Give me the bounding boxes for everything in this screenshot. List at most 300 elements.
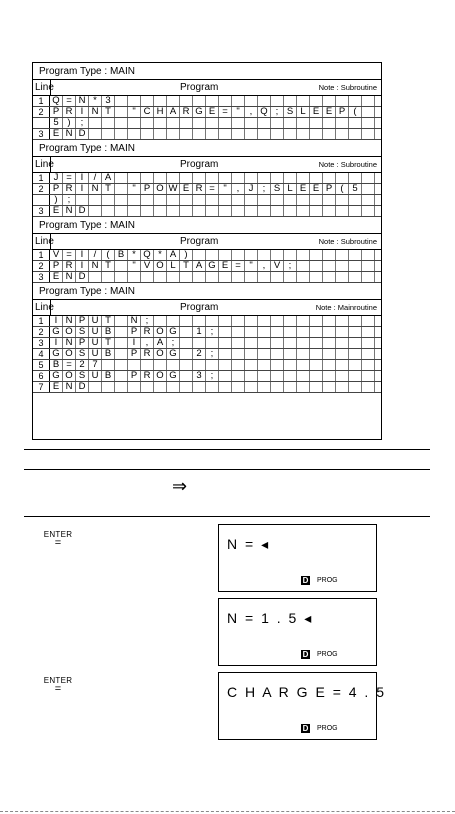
program-char-cell bbox=[115, 129, 128, 139]
program-char-cell: E bbox=[180, 184, 193, 194]
program-char-cell bbox=[102, 272, 115, 282]
program-char-cell bbox=[323, 96, 336, 106]
program-char-cell: ; bbox=[206, 371, 219, 381]
program-char-cell bbox=[258, 371, 271, 381]
program-char-cell: G bbox=[167, 371, 180, 381]
program-char-cell bbox=[349, 250, 362, 260]
program-char-cell: U bbox=[89, 327, 102, 337]
program-char-cell bbox=[297, 250, 310, 260]
program-char-cell bbox=[284, 349, 297, 359]
program-char-cell bbox=[206, 129, 219, 139]
program-char-cell: S bbox=[76, 371, 89, 381]
program-char-cell bbox=[284, 382, 297, 392]
program-char-cell bbox=[297, 261, 310, 271]
program-char-cell bbox=[271, 129, 284, 139]
program-char-cell: S bbox=[76, 349, 89, 359]
program-char-cell bbox=[180, 316, 193, 326]
program-char-cell bbox=[193, 96, 206, 106]
program-char-cell bbox=[362, 96, 375, 106]
program-char-cell bbox=[193, 195, 206, 205]
program-char-cell bbox=[297, 382, 310, 392]
program-char-cell: " bbox=[128, 107, 141, 117]
program-char-cell: N bbox=[63, 338, 76, 348]
program-char-cell: ) bbox=[63, 118, 76, 128]
program-char-cell: E bbox=[206, 107, 219, 117]
program-char-cell bbox=[271, 338, 284, 348]
program-char-cell: D bbox=[76, 272, 89, 282]
column-separator bbox=[50, 300, 51, 315]
program-char-cell: R bbox=[141, 371, 154, 381]
program-char-cell bbox=[232, 371, 245, 381]
program-char-cell bbox=[115, 371, 128, 381]
program-char-cell bbox=[154, 360, 167, 370]
program-line-row bbox=[33, 96, 381, 107]
program-char-cell bbox=[323, 250, 336, 260]
program-char-cell: N bbox=[76, 96, 89, 106]
program-char-cell bbox=[193, 129, 206, 139]
program-char-cell bbox=[323, 206, 336, 216]
program-char-cell bbox=[219, 195, 232, 205]
program-char-cell bbox=[154, 382, 167, 392]
program-char-cell: A bbox=[102, 173, 115, 183]
program-char-cell bbox=[349, 349, 362, 359]
program-char-cell: O bbox=[63, 371, 76, 381]
program-char-cell: ; bbox=[206, 327, 219, 337]
program-line-row bbox=[33, 382, 381, 393]
program-char-cell bbox=[271, 272, 284, 282]
program-char-cell bbox=[323, 118, 336, 128]
program-char-cell bbox=[284, 195, 297, 205]
program-char-cell: R bbox=[141, 327, 154, 337]
line-number: 5 bbox=[33, 360, 50, 370]
program-char-cell bbox=[154, 96, 167, 106]
program-char-cell bbox=[297, 338, 310, 348]
program-char-cell bbox=[141, 360, 154, 370]
program-line-row bbox=[33, 261, 381, 272]
program-char-cell: O bbox=[154, 184, 167, 194]
program-char-cell bbox=[245, 96, 258, 106]
program-char-cell: ) bbox=[180, 250, 193, 260]
program-char-cell: L bbox=[297, 107, 310, 117]
program-line-row bbox=[33, 118, 381, 129]
program-char-cell bbox=[219, 129, 232, 139]
program-char-cell bbox=[310, 250, 323, 260]
program-char-cell bbox=[115, 173, 128, 183]
program-char-cell bbox=[245, 316, 258, 326]
program-char-cell: " bbox=[245, 261, 258, 271]
program-char-cell bbox=[206, 206, 219, 216]
program-char-cell bbox=[180, 338, 193, 348]
program-char-cell: ; bbox=[258, 184, 271, 194]
program-char-cell: " bbox=[232, 107, 245, 117]
program-char-cell bbox=[297, 327, 310, 337]
program-char-cell bbox=[323, 272, 336, 282]
program-char-cell bbox=[167, 206, 180, 216]
line-number: 2 bbox=[33, 261, 50, 271]
mode-indicator: PROG bbox=[317, 651, 338, 658]
program-char-cell bbox=[258, 327, 271, 337]
program-char-cell bbox=[323, 371, 336, 381]
program-char-cell bbox=[167, 129, 180, 139]
program-char-cell bbox=[245, 206, 258, 216]
line-header: Line bbox=[35, 82, 54, 93]
program-line-row bbox=[33, 272, 381, 283]
line-number: 1 bbox=[33, 250, 50, 260]
program-char-cell: O bbox=[154, 327, 167, 337]
program-line-row bbox=[33, 371, 381, 382]
program-char-cell bbox=[271, 96, 284, 106]
program-char-cell: T bbox=[102, 261, 115, 271]
program-char-cell: L bbox=[167, 261, 180, 271]
program-char-cell bbox=[271, 195, 284, 205]
program-char-cell: D bbox=[76, 382, 89, 392]
program-char-cell bbox=[284, 129, 297, 139]
program-char-cell bbox=[102, 206, 115, 216]
program-char-cell: E bbox=[310, 184, 323, 194]
line-number: 4 bbox=[33, 349, 50, 359]
program-char-cell bbox=[232, 96, 245, 106]
program-char-cell bbox=[271, 382, 284, 392]
program-char-cell bbox=[154, 173, 167, 183]
program-char-cell bbox=[180, 349, 193, 359]
column-separator bbox=[50, 234, 51, 249]
program-char-cell: R bbox=[141, 349, 154, 359]
program-char-cell bbox=[349, 173, 362, 183]
program-line-row bbox=[33, 349, 381, 360]
program-char-cell: E bbox=[323, 107, 336, 117]
program-char-cell bbox=[271, 206, 284, 216]
program-char-cell: E bbox=[50, 382, 63, 392]
program-char-cell: N bbox=[63, 206, 76, 216]
table-bottom-rule bbox=[24, 516, 430, 517]
program-char-cell bbox=[232, 349, 245, 359]
program-char-cell bbox=[219, 338, 232, 348]
program-char-cell bbox=[141, 118, 154, 128]
arrow-symbol: ⇒ bbox=[172, 476, 188, 496]
line-number: 3 bbox=[33, 338, 50, 348]
program-char-cell bbox=[193, 206, 206, 216]
program-char-cell bbox=[297, 206, 310, 216]
program-char-cell: P bbox=[128, 371, 141, 381]
program-char-cell bbox=[232, 173, 245, 183]
program-char-cell bbox=[245, 272, 258, 282]
program-char-cell bbox=[362, 206, 375, 216]
line-number: 7 bbox=[33, 382, 50, 392]
program-char-cell bbox=[336, 316, 349, 326]
program-char-cell: U bbox=[89, 316, 102, 326]
program-char-cell: J bbox=[245, 184, 258, 194]
program-char-cell: = bbox=[232, 261, 245, 271]
program-char-cell: , bbox=[245, 107, 258, 117]
program-char-cell bbox=[258, 360, 271, 370]
program-char-cell bbox=[167, 195, 180, 205]
program-line-row bbox=[33, 129, 381, 140]
program-char-cell bbox=[310, 272, 323, 282]
program-char-cell bbox=[258, 195, 271, 205]
program-char-cell bbox=[245, 382, 258, 392]
program-char-cell bbox=[206, 173, 219, 183]
program-char-cell bbox=[141, 272, 154, 282]
program-char-cell bbox=[297, 129, 310, 139]
program-char-cell bbox=[310, 129, 323, 139]
program-header-row bbox=[33, 300, 381, 316]
program-char-cell bbox=[258, 382, 271, 392]
program-char-cell: S bbox=[284, 107, 297, 117]
program-header: Program bbox=[180, 159, 219, 170]
program-char-cell: ; bbox=[167, 338, 180, 348]
display-text: C H A R G E = 4 . 5 bbox=[227, 684, 386, 700]
program-char-cell: U bbox=[89, 371, 102, 381]
program-char-cell bbox=[141, 96, 154, 106]
program-char-cell bbox=[180, 327, 193, 337]
program-char-cell: N bbox=[63, 316, 76, 326]
program-char-cell bbox=[310, 382, 323, 392]
program-char-cell bbox=[167, 360, 180, 370]
program-char-cell bbox=[154, 316, 167, 326]
program-char-cell: G bbox=[50, 371, 63, 381]
program-char-cell: N bbox=[89, 107, 102, 117]
note-label: Note : Subroutine bbox=[318, 237, 377, 246]
enter-key[interactable] bbox=[40, 676, 76, 693]
program-char-cell bbox=[297, 118, 310, 128]
program-type-label: Program Type : MAIN bbox=[33, 283, 381, 300]
program-char-cell bbox=[258, 316, 271, 326]
program-char-cell bbox=[271, 349, 284, 359]
program-char-cell: ( bbox=[349, 107, 362, 117]
program-char-cell: A bbox=[167, 107, 180, 117]
program-char-cell bbox=[349, 382, 362, 392]
program-char-cell bbox=[102, 360, 115, 370]
program-char-cell bbox=[180, 195, 193, 205]
program-char-cell bbox=[362, 107, 375, 117]
program-char-cell: S bbox=[271, 184, 284, 194]
program-char-cell: 1 bbox=[193, 327, 206, 337]
line-number: 2 bbox=[33, 107, 50, 117]
program-char-cell bbox=[232, 250, 245, 260]
program-char-cell bbox=[232, 327, 245, 337]
program-char-cell bbox=[219, 250, 232, 260]
program-char-cell bbox=[323, 195, 336, 205]
program-char-cell: N bbox=[89, 184, 102, 194]
display-text: N = 1 . 5 ◂ bbox=[227, 610, 314, 626]
program-char-cell: V bbox=[141, 261, 154, 271]
line-number: 6 bbox=[33, 371, 50, 381]
program-char-cell bbox=[219, 316, 232, 326]
program-char-cell bbox=[245, 338, 258, 348]
program-char-cell: 2 bbox=[76, 360, 89, 370]
program-char-cell: 2 bbox=[193, 349, 206, 359]
program-char-cell bbox=[297, 349, 310, 359]
program-char-cell bbox=[271, 316, 284, 326]
calculator-display bbox=[218, 598, 377, 666]
program-char-cell bbox=[336, 250, 349, 260]
program-char-cell bbox=[310, 195, 323, 205]
table-header-rule bbox=[24, 469, 430, 470]
line-number: 3 bbox=[33, 206, 50, 216]
program-char-cell: P bbox=[76, 316, 89, 326]
program-char-cell: = bbox=[206, 184, 219, 194]
program-char-cell: = bbox=[63, 173, 76, 183]
program-char-cell bbox=[297, 96, 310, 106]
program-char-cell: C bbox=[141, 107, 154, 117]
program-char-cell: P bbox=[50, 261, 63, 271]
program-char-cell bbox=[232, 360, 245, 370]
program-char-cell bbox=[258, 272, 271, 282]
program-char-cell bbox=[89, 382, 102, 392]
program-char-cell bbox=[154, 118, 167, 128]
line-header: Line bbox=[35, 302, 54, 313]
program-char-cell: P bbox=[50, 184, 63, 194]
program-char-cell bbox=[102, 118, 115, 128]
program-char-cell bbox=[310, 173, 323, 183]
program-char-cell bbox=[206, 195, 219, 205]
program-line-row bbox=[33, 250, 381, 261]
program-char-cell bbox=[180, 371, 193, 381]
line-number: 3 bbox=[33, 272, 50, 282]
program-header-row bbox=[33, 80, 381, 96]
program-char-cell bbox=[271, 250, 284, 260]
program-char-cell bbox=[115, 118, 128, 128]
program-char-cell bbox=[180, 96, 193, 106]
program-char-cell: N bbox=[128, 316, 141, 326]
program-line-row bbox=[33, 206, 381, 217]
program-char-cell bbox=[362, 261, 375, 271]
program-char-cell bbox=[193, 118, 206, 128]
program-char-cell: O bbox=[154, 261, 167, 271]
program-char-cell bbox=[284, 316, 297, 326]
program-char-cell: T bbox=[102, 316, 115, 326]
program-char-cell bbox=[232, 129, 245, 139]
program-char-cell bbox=[115, 360, 128, 370]
program-char-cell bbox=[232, 382, 245, 392]
program-char-cell bbox=[219, 96, 232, 106]
program-char-cell bbox=[115, 349, 128, 359]
program-char-cell: 5 bbox=[349, 184, 362, 194]
program-char-cell bbox=[141, 206, 154, 216]
program-char-cell: O bbox=[63, 349, 76, 359]
program-header: Program bbox=[180, 82, 219, 93]
program-char-cell bbox=[362, 118, 375, 128]
program-char-cell: O bbox=[63, 327, 76, 337]
program-char-cell bbox=[167, 173, 180, 183]
program-char-cell: = bbox=[63, 360, 76, 370]
calculator-display bbox=[218, 524, 377, 592]
program-char-cell bbox=[219, 327, 232, 337]
program-char-cell: " bbox=[219, 184, 232, 194]
program-char-cell bbox=[362, 382, 375, 392]
program-char-cell bbox=[245, 327, 258, 337]
program-char-cell: P bbox=[128, 327, 141, 337]
program-char-cell: G bbox=[50, 349, 63, 359]
program-char-cell: ; bbox=[271, 107, 284, 117]
program-char-cell bbox=[245, 371, 258, 381]
program-char-cell: I bbox=[50, 338, 63, 348]
program-char-cell: E bbox=[50, 206, 63, 216]
program-char-cell bbox=[362, 371, 375, 381]
program-char-cell bbox=[180, 272, 193, 282]
program-char-cell: P bbox=[128, 349, 141, 359]
program-char-cell bbox=[128, 118, 141, 128]
program-char-cell bbox=[232, 206, 245, 216]
program-char-cell bbox=[323, 349, 336, 359]
program-char-cell bbox=[297, 272, 310, 282]
program-char-cell: " bbox=[128, 261, 141, 271]
program-char-cell: T bbox=[180, 261, 193, 271]
program-char-cell bbox=[193, 338, 206, 348]
program-char-cell bbox=[284, 250, 297, 260]
program-char-cell bbox=[232, 195, 245, 205]
program-char-cell bbox=[115, 261, 128, 271]
program-char-cell bbox=[258, 338, 271, 348]
program-char-cell: I bbox=[76, 184, 89, 194]
line-header: Line bbox=[35, 236, 54, 247]
program-char-cell bbox=[349, 360, 362, 370]
program-char-cell bbox=[102, 382, 115, 392]
program-char-cell bbox=[284, 371, 297, 381]
program-char-cell: I bbox=[76, 250, 89, 260]
program-char-cell bbox=[310, 327, 323, 337]
program-char-cell bbox=[362, 316, 375, 326]
program-char-cell: E bbox=[297, 184, 310, 194]
program-char-cell bbox=[310, 261, 323, 271]
program-char-cell: R bbox=[63, 261, 76, 271]
program-char-cell: N bbox=[63, 272, 76, 282]
program-char-cell: 3 bbox=[193, 371, 206, 381]
program-char-cell bbox=[206, 316, 219, 326]
program-char-cell bbox=[232, 118, 245, 128]
line-number: 1 bbox=[33, 316, 50, 326]
program-char-cell bbox=[128, 272, 141, 282]
program-char-cell bbox=[336, 272, 349, 282]
program-char-cell bbox=[193, 272, 206, 282]
program-header-row bbox=[33, 234, 381, 250]
program-char-cell bbox=[258, 349, 271, 359]
program-char-cell: B bbox=[50, 360, 63, 370]
program-char-cell: J bbox=[50, 173, 63, 183]
program-char-cell bbox=[297, 316, 310, 326]
program-char-cell bbox=[323, 327, 336, 337]
program-char-cell bbox=[310, 118, 323, 128]
program-char-cell bbox=[336, 173, 349, 183]
program-char-cell bbox=[336, 338, 349, 348]
enter-key[interactable] bbox=[40, 530, 76, 547]
program-char-cell bbox=[206, 118, 219, 128]
program-line-row bbox=[33, 107, 381, 118]
program-char-cell: O bbox=[154, 371, 167, 381]
program-char-cell bbox=[349, 327, 362, 337]
program-char-cell bbox=[310, 316, 323, 326]
program-char-cell bbox=[284, 360, 297, 370]
program-char-cell bbox=[102, 195, 115, 205]
program-char-cell bbox=[180, 118, 193, 128]
program-header: Program bbox=[180, 236, 219, 247]
program-char-cell bbox=[297, 195, 310, 205]
program-char-cell bbox=[193, 173, 206, 183]
column-separator bbox=[50, 157, 51, 172]
program-type-label: Program Type : MAIN bbox=[33, 63, 381, 80]
program-char-cell bbox=[310, 360, 323, 370]
program-char-cell bbox=[128, 206, 141, 216]
program-char-cell: Q bbox=[50, 96, 63, 106]
program-char-cell bbox=[167, 118, 180, 128]
program-char-cell: , bbox=[232, 184, 245, 194]
line-header: Line bbox=[35, 159, 54, 170]
program-char-cell: T bbox=[102, 338, 115, 348]
program-header: Program bbox=[180, 302, 219, 313]
calculator-display bbox=[218, 672, 386, 740]
line-number bbox=[33, 118, 50, 128]
program-char-cell bbox=[336, 327, 349, 337]
